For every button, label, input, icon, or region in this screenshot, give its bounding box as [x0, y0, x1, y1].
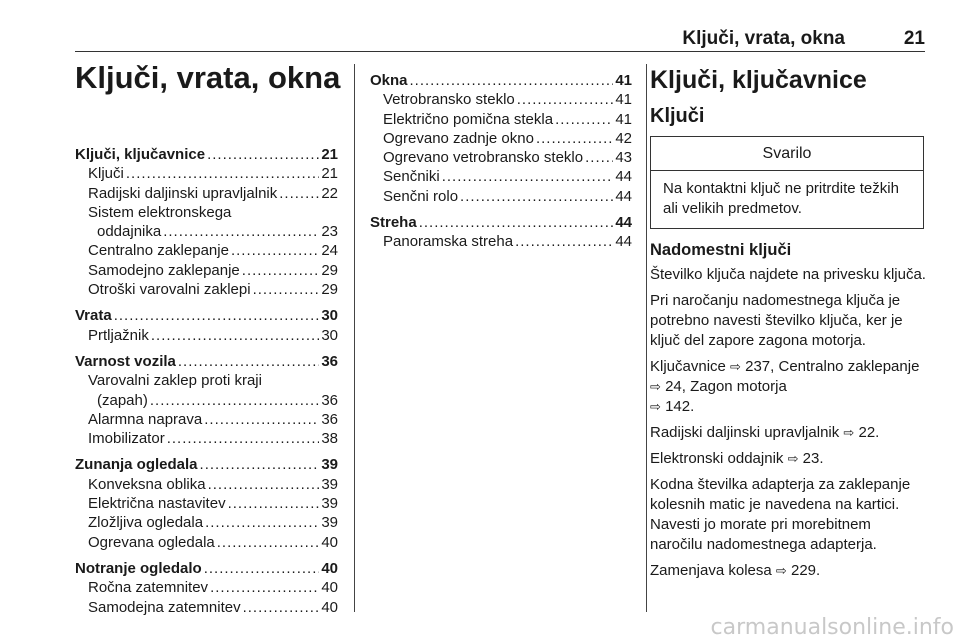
toc-entry-label: Ključi, ključavnice	[75, 146, 206, 163]
toc-entry-label: Radijski daljinski upravljalnik	[88, 184, 278, 202]
toc-dot-leader	[151, 326, 319, 345]
toc-entry-label: Samodejno zaklepanje	[88, 261, 240, 279]
paragraph-crossref-transmitter: Elektronski oddajnik ⇨ 23.	[650, 450, 824, 467]
toc-page-number: 24	[321, 242, 338, 260]
toc-dot-leader	[585, 148, 613, 167]
toc-entry[interactable]	[75, 371, 338, 390]
toc-entry-label: (zapah)	[97, 391, 148, 409]
toc-dot-leader	[242, 261, 320, 280]
toc-dot-leader	[228, 494, 320, 513]
toc-entry-label: Ogrevano zadnje okno	[383, 129, 534, 147]
toc-page-number: 44	[615, 187, 632, 205]
toc-entry-label: Varnost vozila	[75, 352, 176, 370]
toc-entry[interactable]	[75, 475, 338, 494]
toc-entry[interactable]	[370, 167, 632, 186]
toc-page-number: 40	[321, 559, 338, 577]
toc-entry[interactable]	[370, 148, 632, 167]
page-header	[75, 26, 925, 50]
toc-entry-label: Električna nastavitev	[88, 495, 226, 513]
toc-entry[interactable]	[75, 429, 338, 448]
toc-entry-label: Samodejna zatemnitev	[88, 598, 241, 616]
watermark: carmanualsonline.info	[710, 615, 954, 640]
toc-dot-leader	[204, 559, 320, 578]
toc-dot-leader	[207, 145, 319, 164]
toc-page-number: 38	[321, 430, 338, 448]
crossref-arrow-icon: ⇨	[787, 451, 799, 466]
toc-entry[interactable]	[75, 184, 338, 203]
paragraph-wheel-lock: Kodna številka adapterja za zaklepanje kolesnih matic je navedena na kartici. Navesti jo morate pri morebitnem naročilu nadomestnega adapterja.	[650, 476, 911, 553]
toc-entry[interactable]	[75, 203, 338, 222]
section-title: Ključi, ključavnice	[650, 66, 867, 94]
toc-entry-label: Zunanja ogledala	[75, 456, 198, 474]
toc-entry-label: Ogrevana ogledala	[88, 533, 215, 551]
toc-page-number: 21	[321, 165, 338, 183]
toc-page-number: 36	[321, 410, 338, 428]
crossref-arrow-icon: ⇨	[650, 379, 661, 394]
toc-dot-leader	[205, 513, 319, 532]
toc-page-number: 44	[615, 168, 632, 186]
crossref-arrow-icon: ⇨	[775, 563, 787, 578]
toc-entry-label: Panoramska streha	[383, 233, 514, 251]
toc-entry-label: oddajnika	[97, 223, 162, 241]
column-divider-right	[646, 64, 647, 612]
toc-page-number: 29	[321, 261, 338, 279]
toc-dot-leader	[555, 110, 613, 129]
toc-entry-label: Zložljiva ogledala	[88, 514, 204, 532]
toc-page-number: 39	[321, 475, 338, 493]
toc-entry[interactable]	[370, 232, 632, 251]
crossref-arrow-icon: ⇨	[650, 399, 661, 414]
toc-entry-label: Sistem elektronskega	[88, 203, 232, 221]
toc-dot-leader	[163, 222, 319, 241]
header-title: Ključi, vrata, okna	[682, 28, 845, 49]
toc-entry-label: Vrata	[75, 307, 112, 325]
crossref-arrow-icon: ⇨	[843, 425, 855, 440]
toc-entry-label: Ročna zatemnitev	[88, 579, 209, 597]
toc-page-number: 29	[321, 281, 338, 299]
toc-page-number: 41	[615, 110, 632, 128]
toc-dot-leader	[515, 232, 613, 251]
column-divider-left	[354, 64, 355, 612]
toc-entry[interactable]	[75, 391, 338, 410]
toc-page-number: 39	[321, 514, 338, 532]
paragraph-ordering: Pri naročanju nadomestnega ključa je potrebno navesti številko ključa, ker je ključ del zapore zagona motorja.	[650, 292, 903, 349]
toc-page-number: 39	[321, 495, 338, 513]
toc-dot-leader	[126, 164, 319, 183]
toc-entry[interactable]	[370, 187, 632, 206]
toc-page-number: 36	[321, 391, 338, 409]
paragraph-crossref-locks: Ključavnice ⇨ 237, Centralno zaklepanje ⇨ 24, Zagon motorja ⇨ 142.	[650, 358, 920, 415]
toc-page-number: 22	[321, 184, 338, 202]
toc-dot-leader	[200, 455, 320, 474]
toc-entry[interactable]	[75, 326, 338, 345]
toc-dot-leader	[253, 280, 320, 299]
toc-entry-label: Senčniki	[383, 168, 440, 186]
toc-page-number: 21	[321, 146, 338, 163]
toc-dot-leader	[231, 241, 319, 260]
toc-entry[interactable]	[370, 110, 632, 129]
right-column	[650, 64, 926, 587]
paragraph-crossref-wheel: Zamenjava kolesa ⇨ 229.	[650, 562, 821, 579]
toc-entry-label: Varovalni zaklep proti kraji	[88, 372, 262, 390]
toc-page-number: 30	[321, 307, 338, 325]
toc-entry-label: Centralno zaklepanje	[88, 242, 229, 260]
toc-entry-label: Vetrobransko steklo	[383, 91, 515, 109]
toc-entry-label: Ogrevano vetrobransko steklo	[383, 149, 584, 167]
header-rule	[75, 51, 925, 52]
toc-section-entry[interactable]	[75, 352, 338, 371]
toc-page-number: 40	[321, 598, 338, 616]
toc-page-number: 44	[615, 233, 632, 251]
toc-dot-leader	[208, 475, 320, 494]
toc-entry[interactable]	[75, 533, 338, 552]
toc-page-number: 41	[615, 91, 632, 109]
paragraph-crossref-remote: Radijski daljinski upravljalnik ⇨ 22.	[650, 424, 880, 441]
toc-section-entry[interactable]	[75, 306, 338, 325]
toc-entry-label: Okna	[370, 72, 408, 89]
toc-entry[interactable]	[370, 129, 632, 148]
toc-entry[interactable]	[75, 164, 338, 183]
toc-entry-label: Električno pomična stekla	[383, 110, 554, 128]
toc-entry-label: Notranje ogledalo	[75, 559, 202, 577]
toc-entry[interactable]	[75, 280, 338, 299]
toc-dot-leader	[167, 429, 320, 448]
toc-dot-leader	[217, 533, 320, 552]
spare-keys-heading: Nadomestni ključi	[650, 241, 792, 259]
toc-dot-leader	[178, 352, 319, 371]
toc-entry-label: Konveksna oblika	[88, 475, 206, 493]
warning-title: Svarilo	[651, 137, 923, 171]
toc-entry-label: Imobilizator	[88, 430, 165, 448]
toc-section-entry[interactable]	[75, 145, 338, 164]
toc-dot-leader	[410, 71, 614, 90]
toc-middle-column	[370, 71, 632, 252]
warning-text: Na kontaktni ključ ne pritrdite težkih ali velikih predmetov.	[663, 180, 899, 217]
toc-entry[interactable]	[75, 222, 338, 241]
toc-dot-leader	[243, 598, 320, 617]
toc-page-number: 39	[321, 456, 338, 474]
warning-box	[650, 136, 924, 229]
toc-entry-label: Senčni rolo	[383, 187, 459, 205]
toc-dot-leader	[114, 306, 320, 325]
toc-left-column	[75, 145, 338, 617]
toc-page-number: 36	[321, 352, 338, 370]
toc-page-number: 23	[321, 223, 338, 241]
toc-dot-leader	[279, 184, 319, 203]
toc-entry[interactable]	[75, 261, 338, 280]
toc-page-number: 42	[615, 129, 632, 147]
subsection-title: Ključi	[650, 105, 705, 127]
toc-page-number: 40	[321, 579, 338, 597]
toc-page-number: 30	[321, 326, 338, 344]
toc-section-entry[interactable]	[370, 71, 632, 90]
toc-dot-leader	[210, 578, 319, 597]
toc-entry[interactable]	[75, 241, 338, 260]
toc-entry[interactable]	[75, 578, 338, 597]
toc-dot-leader	[536, 129, 613, 148]
crossref-arrow-icon: ⇨	[730, 359, 741, 374]
toc-entry[interactable]	[75, 410, 338, 429]
toc-entry[interactable]	[75, 494, 338, 513]
toc-page-number: 44	[615, 214, 632, 232]
toc-section-entry[interactable]	[75, 559, 338, 578]
toc-entry[interactable]	[75, 513, 338, 532]
toc-entry-label: Streha	[370, 214, 417, 232]
toc-dot-leader	[419, 213, 614, 232]
toc-entry-label: Otroški varovalni zaklepi	[88, 281, 251, 299]
toc-entry[interactable]	[370, 90, 632, 109]
toc-entry-label: Ključi	[88, 165, 124, 183]
toc-dot-leader	[442, 167, 614, 186]
toc-page-number: 40	[321, 533, 338, 551]
toc-entry[interactable]	[75, 598, 338, 617]
toc-page-number: 41	[615, 72, 632, 89]
page-number: 21	[903, 28, 925, 49]
toc-dot-leader	[460, 187, 613, 206]
toc-dot-leader	[517, 90, 614, 109]
toc-dot-leader	[204, 410, 319, 429]
toc-page-number: 43	[615, 149, 632, 167]
toc-entry-label: Prtljažnik	[88, 326, 149, 344]
toc-section-entry[interactable]	[370, 213, 632, 232]
toc-entry-label: Alarmna naprava	[88, 410, 203, 428]
toc-section-entry[interactable]	[75, 455, 338, 474]
chapter-title: Ključi, vrata, okna	[75, 60, 341, 95]
paragraph-key-number: Številko ključa najdete na privesku ključa.	[650, 266, 926, 283]
toc-dot-leader	[150, 391, 319, 410]
